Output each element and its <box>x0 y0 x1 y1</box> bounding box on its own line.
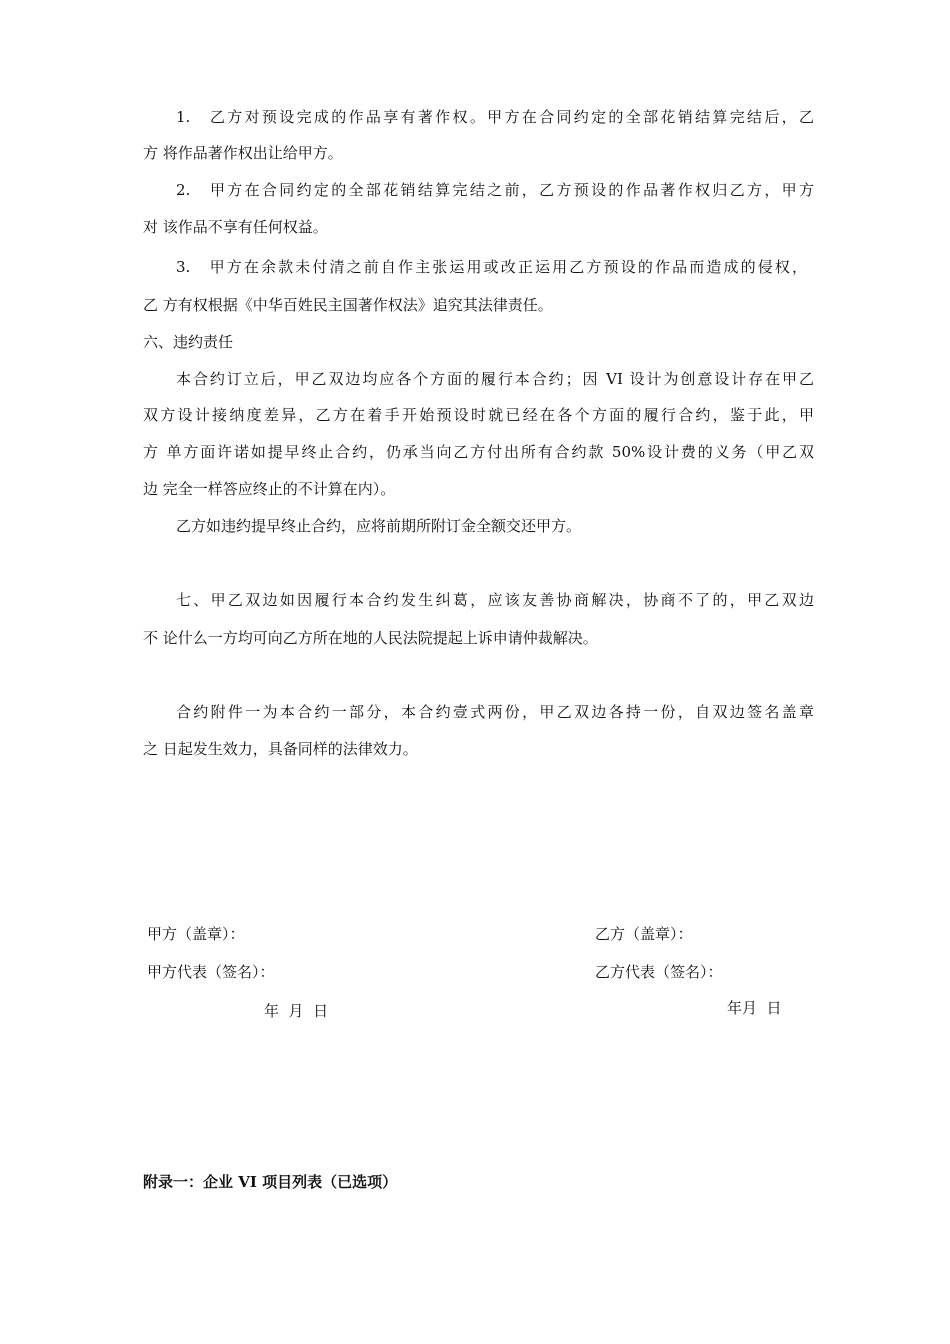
breach-para-1-line-2: 双方设计接纳度差异，乙方在着手开始预设时就已经在各个方面的履行合约，鉴于此，甲 <box>143 406 814 424</box>
breach-para-1-line-1: 本合约订立后，甲乙双边均应各个方面的履行本合约；因 VI 设计为创意设计存在甲乙 <box>176 370 814 388</box>
copyright-item-3-line-2: 乙 方有权根据《中华百姓民主国著作权法》追究其法律责任。 <box>143 296 553 314</box>
party-a-rep-label: 甲方代表（签名）： <box>147 963 275 981</box>
copyright-item-2-line-2: 对 该作品不享有任何权益。 <box>143 218 328 236</box>
dispute-line-2: 不 论什么一方均可向乙方所在地的人民法院提起上诉申请仲裁解决。 <box>143 629 598 647</box>
breach-heading: 六、违约责任 <box>143 333 234 351</box>
dispute-line-1: 七、甲乙双边如因履行本合约发生纠葛，应该友善协商解决，协商不了的，甲乙双边 <box>176 591 814 609</box>
effect-line-2: 之 日起发生效力，具备同样的法律效力。 <box>143 740 418 758</box>
copyright-item-3-line-1: 3. 甲方在余款未付清之前自作主张运用或改正运用乙方预设的作品而造成的侵权， <box>176 258 807 276</box>
party-b-seal-label: 乙方（盖章）： <box>595 925 693 943</box>
party-a-seal-label: 甲方（盖章）： <box>147 925 245 943</box>
effect-line-1: 合约附件一为本合约一部分，本合约壹式两份，甲乙双边各持一份，自双边签名盖章 <box>176 703 814 721</box>
party-a-date: 年 月 日 <box>264 1002 329 1020</box>
breach-para-2: 乙方如违约提早终止合约，应将前期所附订金全额交还甲方。 <box>176 517 582 535</box>
copyright-item-2-line-1: 2. 甲方在合同约定的全部花销结算完结之前，乙方预设的作品著作权归乙方，甲方 <box>176 181 814 199</box>
party-b-rep-label: 乙方代表（签名）： <box>595 963 723 981</box>
breach-para-1-line-3: 方 单方面许诺如提早终止合约，仍承当向乙方付出所有合约款 50%设计费的义务（甲乙双 <box>143 443 814 461</box>
copyright-item-1-line-1: 1. 乙方对预设完成的作品享有著作权。甲方在合同约定的全部花销结算完结后，乙 <box>176 108 814 126</box>
appendix-title: 附录一：企业 VI 项目列表（已选项） <box>143 1173 398 1191</box>
copyright-item-1-line-2: 方 将作品著作权出让给甲方。 <box>143 144 343 162</box>
breach-para-1-line-4: 边 完全一样答应终止的不计算在内）。 <box>143 480 396 498</box>
party-b-date: 年月 日 <box>727 999 782 1017</box>
